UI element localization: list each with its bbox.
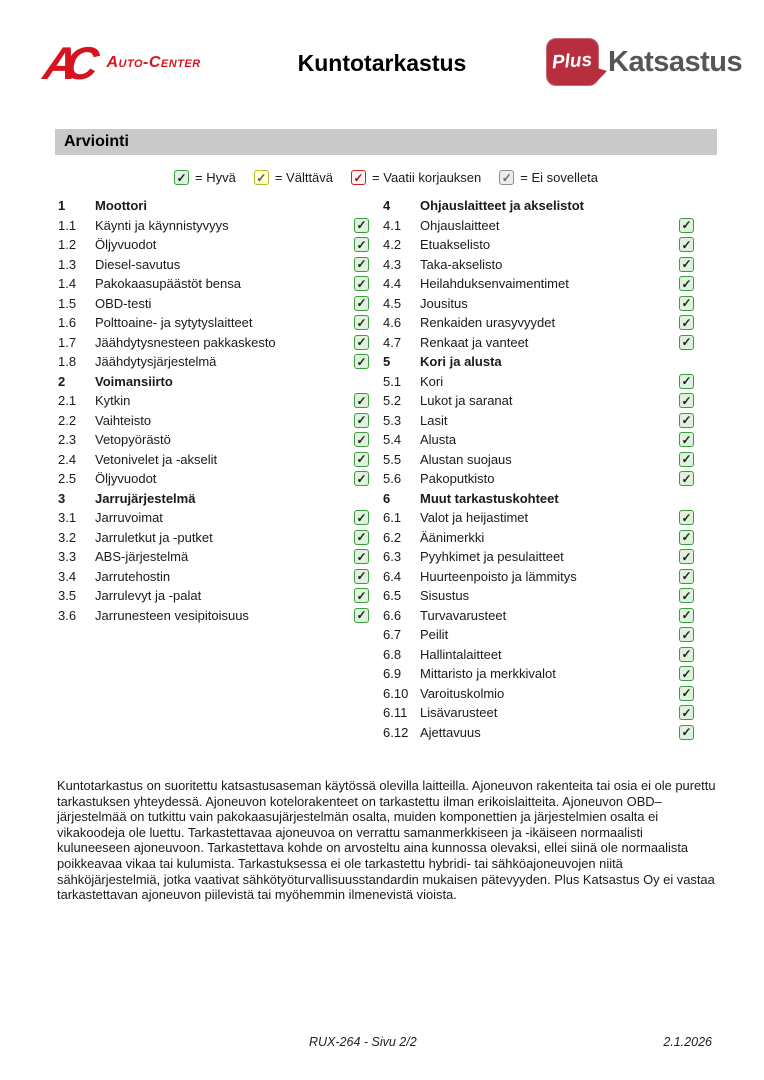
plus-katsastus-logo [546,38,742,86]
item-number: 2.3 [58,432,77,448]
checklist-item-row [383,313,697,333]
checkbox-good-icon: ✓ [679,647,694,662]
item-number: 2.1 [58,393,77,409]
item-label: Jarrujärjestelmä [95,490,196,506]
checkbox-good-icon: ✓ [679,608,694,623]
footer-page-ref: RUX-264 - Sivu 2/2 [309,1035,417,1049]
item-number: 4.6 [383,315,402,331]
item-label: Jarrulevyt ja -palat [95,588,202,604]
item-label: Jäähdytysnesteen pakkaskesto [95,334,276,350]
item-number: 1.7 [58,334,77,350]
checklist-item-row [58,352,372,372]
plus-badge-tail [592,62,609,81]
item-label: Ajettavuus [420,724,481,740]
item-number: 4 [383,198,391,214]
checkbox-fair-icon: ✓ [254,170,269,185]
item-number: 5.2 [383,393,402,409]
item-number: 4.7 [383,334,402,350]
checkbox-good-icon: ✓ [679,705,694,720]
item-label: Äänimerkki [420,529,485,545]
checkbox-good-icon: ✓ [354,452,369,467]
item-label: Huurteenpoisto ja lämmitys [420,568,577,584]
item-label: Pyyhkimet ja pesulaitteet [420,549,564,565]
item-label: ABS-järjestelmä [95,549,189,565]
checkbox-good-icon: ✓ [679,452,694,467]
checklist-item-row [58,411,372,431]
item-number: 3.1 [58,510,77,526]
auto-center-logo-text: Auto-Center [106,54,201,71]
item-number: 6.6 [383,607,402,623]
checkbox-good-icon: ✓ [679,257,694,272]
legend-item-repair [351,170,481,185]
item-label: Ohjauslaitteet ja akselistot [420,198,585,214]
plus-badge-icon [546,38,599,86]
item-number: 6.9 [383,666,402,682]
item-label: Mittaristo ja merkkivalot [420,666,556,682]
checklist-item-row [383,684,697,704]
checklist-item-row [383,235,697,255]
legend-label: = Ei sovelleta [520,170,598,185]
item-number: 1.6 [58,315,77,331]
item-label: Renkaat ja vanteet [420,334,529,350]
checkbox-good-icon: ✓ [679,725,694,740]
item-number: 6.11 [383,705,408,721]
item-number: 1.2 [58,237,77,253]
checkbox-good-icon: ✓ [679,335,694,350]
checkbox-good-icon: ✓ [679,510,694,525]
item-number: 6.1 [383,510,402,526]
item-label: Taka-akselisto [420,256,503,272]
plus-badge-text: Plus [551,49,594,74]
checklist-item-row [383,586,697,606]
item-number: 6.10 [383,685,409,701]
item-label: Heilahduksenvaimentimet [420,276,569,292]
checklist-section-row [58,372,372,392]
item-number: 1.1 [58,217,77,233]
item-label: Jäähdytysjärjestelmä [95,354,217,370]
legend-item-good [174,170,236,185]
checklist-item-row [58,274,372,294]
checklist-item-row [383,450,697,470]
checkbox-good-icon: ✓ [354,471,369,486]
checkbox-good-icon: ✓ [679,569,694,584]
legend-label: = Hyvä [195,170,236,185]
item-number: 6.8 [383,646,402,662]
checkbox-good-icon: ✓ [354,608,369,623]
checklist-item-row [58,586,372,606]
item-label: Alustan suojaus [420,451,512,467]
checklist-item-row [383,391,697,411]
checklist-section-row [383,489,697,509]
item-number: 3.3 [58,549,77,565]
checklist-item-row [383,411,697,431]
checkbox-good-icon: ✓ [354,354,369,369]
checklist-item-row [58,235,372,255]
item-number: 4.5 [383,295,402,311]
item-label: Sisustus [420,588,470,604]
footer-date: 2.1.2026 [663,1035,712,1049]
checkbox-good-icon: ✓ [679,315,694,330]
item-label: Lukot ja saranat [420,393,513,409]
item-label: Etuakselisto [420,237,491,253]
checklist-item-row [58,294,372,314]
item-label: Polttoaine- ja sytytyslaitteet [95,315,253,331]
checkbox-good-icon: ✓ [354,510,369,525]
item-label: Jarrunesteen vesipitoisuus [95,607,249,623]
item-number: 6.2 [383,529,402,545]
item-label: Varoituskolmio [420,685,505,701]
checkbox-good-icon: ✓ [679,237,694,252]
checkbox-good-icon: ✓ [354,413,369,428]
checkbox-good-icon: ✓ [354,530,369,545]
checkbox-good-icon: ✓ [679,588,694,603]
item-label: Jarruvoimat [95,510,163,526]
item-label: Pakoputkisto [420,471,495,487]
page-title: Kuntotarkastus [297,50,467,76]
item-number: 6.4 [383,568,402,584]
checkbox-good-icon: ✓ [679,296,694,311]
item-label: Voimansiirto [95,373,173,389]
item-number: 4.2 [383,237,402,253]
checkbox-good-icon: ✓ [354,393,369,408]
checklist-item-row [383,625,697,645]
checklist-left-column [58,196,372,625]
item-label: Muut tarkastuskohteet [420,490,559,506]
checkbox-good-icon: ✓ [354,315,369,330]
item-label: Renkaiden urasyvyydet [420,315,556,331]
item-number: 3.5 [58,588,77,604]
katsastus-logo-text: Katsastus [608,45,743,78]
checklist-item-row [383,645,697,665]
item-label: Kori ja alusta [420,354,502,370]
checklist-item-row [383,372,697,392]
item-number: 2.2 [58,412,77,428]
checkbox-good-icon: ✓ [679,276,694,291]
item-number: 5.3 [383,412,402,428]
item-number: 5.6 [383,471,402,487]
checkbox-good-icon: ✓ [679,471,694,486]
checklist-item-row [58,430,372,450]
checklist-section-row [58,489,372,509]
item-number: 3 [58,490,66,506]
checkbox-good-icon: ✓ [354,276,369,291]
checkbox-good-icon: ✓ [679,686,694,701]
checkbox-good-icon: ✓ [354,257,369,272]
item-number: 5.5 [383,451,402,467]
item-label: Jarrutehostin [95,568,171,584]
item-number: 3.6 [58,607,77,623]
item-label: Kori [420,373,444,389]
status-legend [55,170,717,185]
item-number: 5.4 [383,432,402,448]
legend-label: = Välttävä [274,170,334,185]
checkbox-good-icon: ✓ [354,432,369,447]
item-number: 4.3 [383,256,402,272]
checklist-item-row [383,469,697,489]
checkbox-good-icon: ✓ [354,569,369,584]
checklist-item-row [58,547,372,567]
checkbox-good-icon: ✓ [354,335,369,350]
disclaimer-text: Kuntotarkastus on suoritettu katsastusaseman käytössä olevilla laitteilla. Ajoneuvon rakenteita tai osia ei ole purettu tarkastuksen yhteydessä. Ajoneuvon kotelorakenteet on tarkastettu ilman erikoislaitteita. Ajoneuvon OBD–järjestelmää on tutkittu vain pakokaasujärjestelmän osalta, muiden komponettien ja järjestelmien osalta ei vikakoodeja ole luettu. Tarkastettavaa ajoneuvoa on verrattu samanmerkkiseen ja -ikäiseen normaalisti kuluneeseen ajoneuvoon. Tarkastettava kohde on arvosteltu aina kunnossa olevaksi, ellei siinä ole normaalista poikkeavaa vikaa tai kulumista. Tarkastuksessa ei ole tarkastettu hybridi- tai sähköajoneuvojen niitä sähköjärjestelmiä, jotka vaativat sähkötyöturvallisuusstandardin mukaisen pätevyyden. Plus Katsastus Oy ei vastaa tarkastettavan ajoneuvon piilevistä tai myöhemmin ilmenevistä vioista. [57,778,716,903]
item-number: 1.5 [58,295,77,311]
item-number: 5 [383,354,391,370]
checkbox-repair-icon: ✓ [351,170,366,185]
checklist-item-row [383,430,697,450]
checklist-section-row [58,196,372,216]
item-number: 4.1 [383,217,402,233]
item-label: Öljyvuodot [95,471,157,487]
item-label: Vetopyörästö [95,432,171,448]
checkbox-good-icon: ✓ [679,530,694,545]
checklist-section-row [383,352,697,372]
item-number: 6.3 [383,549,402,565]
checkbox-good-icon: ✓ [679,549,694,564]
item-number: 2.4 [58,451,77,467]
item-number: 6.12 [383,724,409,740]
checklist-item-row [383,333,697,353]
checklist-item-row [58,508,372,528]
checkbox-good-icon: ✓ [174,170,189,185]
item-number: 2.5 [58,471,77,487]
auto-center-monogram-icon: AC [40,37,91,89]
item-label: Peilit [420,627,449,643]
checklist-item-row [58,313,372,333]
checklist-item-row [58,528,372,548]
item-label: Alusta [420,432,457,448]
checkbox-good-icon: ✓ [679,218,694,233]
checklist-item-row [58,606,372,626]
checkbox-good-icon: ✓ [354,549,369,564]
item-number: 2 [58,373,66,389]
item-number: 1 [58,198,66,214]
item-label: Pakokaasupäästöt bensa [95,276,241,292]
checklist-item-row [383,255,697,275]
item-label: Jarruletkut ja -putket [95,529,213,545]
item-number: 5.1 [383,373,402,389]
item-number: 6.7 [383,627,402,643]
legend-item-fair [254,170,333,185]
checkbox-good-icon: ✓ [679,374,694,389]
checkbox-good-icon: ✓ [679,627,694,642]
checkbox-good-icon: ✓ [679,666,694,681]
checkbox-good-icon: ✓ [354,237,369,252]
checklist-item-row [383,508,697,528]
checklist-item-row [58,567,372,587]
item-label: Vetonivelet ja -akselit [95,451,218,467]
page-footer [55,1035,717,1053]
checklist-item-row [58,450,372,470]
item-label: Turvavarusteet [420,607,507,623]
item-number: 1.8 [58,354,77,370]
item-number: 1.3 [58,256,77,272]
item-label: Kytkin [95,393,131,409]
item-label: Vaihteisto [95,412,152,428]
checklist-item-row [383,664,697,684]
checklist-section-row [383,196,697,216]
legend-item-na [499,170,598,185]
checkbox-good-icon: ✓ [354,296,369,311]
item-number: 6.5 [383,588,402,604]
checkbox-good-icon: ✓ [679,432,694,447]
checklist-item-row [383,294,697,314]
checklist-item-row [383,216,697,236]
checklist-item-row [383,274,697,294]
checklist-item-row [383,703,697,723]
item-label: Jousitus [420,295,468,311]
checkbox-good-icon: ✓ [354,588,369,603]
checklist-item-row [383,606,697,626]
item-label: OBD-testi [95,295,152,311]
item-number: 6 [383,490,391,506]
item-number: 1.4 [58,276,77,292]
checkbox-good-icon: ✓ [679,393,694,408]
item-label: Hallintalaitteet [420,646,502,662]
item-label: Moottori [95,198,147,214]
item-label: Diesel-savutus [95,256,181,272]
checkbox-na-icon: ✓ [499,170,514,185]
item-label: Lisävarusteet [420,705,498,721]
checklist-item-row [383,567,697,587]
checklist-item-row [58,469,372,489]
item-label: Valot ja heijastimet [420,510,529,526]
checklist-item-row [383,723,697,743]
checklist-item-row [383,528,697,548]
checklist-item-row [58,255,372,275]
item-label: Ohjauslaitteet [420,217,500,233]
checkbox-good-icon: ✓ [679,413,694,428]
item-label: Öljyvuodot [95,237,157,253]
legend-label: = Vaatii korjauksen [372,170,482,185]
checklist-item-row [58,216,372,236]
checklist-item-row [58,333,372,353]
checklist-item-row [58,391,372,411]
item-number: 4.4 [383,276,402,292]
checklist-item-row [383,547,697,567]
item-label: Lasit [420,412,448,428]
item-number: 3.2 [58,529,77,545]
item-number: 3.4 [58,568,77,584]
item-label: Käynti ja käynnistyvyys [95,217,229,233]
checkbox-good-icon: ✓ [354,218,369,233]
section-header-arviointi: Arviointi [55,129,717,155]
checklist-right-column [383,196,697,742]
